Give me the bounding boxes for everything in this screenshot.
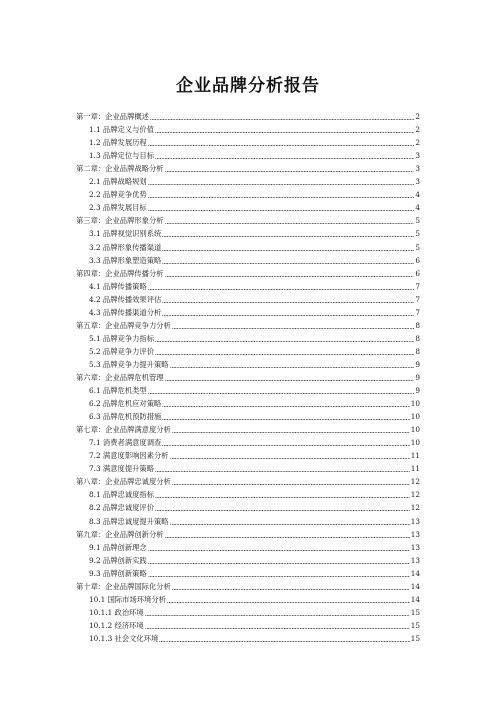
toc-entry-label: 10.1.2 经济环境 [89,620,144,630]
toc-dot-leader [170,458,410,459]
toc-page-number: 4 [415,203,420,213]
toc-dot-leader [172,589,410,590]
toc-entry-label: 第四章：企业品牌传播分析 [76,268,164,278]
toc-page-number: 9 [415,372,420,382]
toc-dot-leader [155,158,414,159]
toc-page-number: 5 [415,216,420,226]
toc-page-number: 12 [410,477,420,487]
toc-page-number: 13 [410,529,420,539]
toc-entry-label: 1.1 品牌定义与价值 [89,125,155,135]
toc-page-number: 2 [415,125,420,135]
toc-page-number: 5 [415,229,420,239]
toc-entry-label: 6.3 品牌危机预防措施 [89,412,162,422]
toc-entry[interactable] [76,486,420,499]
toc-dot-leader [172,328,414,329]
toc-entry[interactable] [76,343,420,356]
toc-dot-leader [167,602,410,603]
toc-entry-label: 3.1 品牌视觉识别系统 [89,229,162,239]
toc-entry[interactable] [76,434,420,447]
toc-entry-label: 8.2 品牌忠诚度评价 [89,503,155,513]
toc-entry[interactable] [76,108,420,121]
toc-entry[interactable] [76,252,420,265]
toc-page-number: 9 [415,386,420,396]
toc-dot-leader [155,341,414,342]
toc-entry[interactable] [76,278,420,291]
toc-entry-label: 2.1 品牌战略规划 [89,177,147,187]
toc-page-number: 8 [415,320,420,330]
toc-entry-label: 3.3 品牌形象塑造策略 [89,255,162,265]
toc-dot-leader [155,471,410,472]
toc-page-number: 7 [415,307,420,317]
toc-dot-leader [170,524,410,525]
toc-entry[interactable] [76,238,420,251]
toc-entry[interactable] [76,526,420,539]
toc-dot-leader [155,510,410,511]
toc-entry-label: 4.3 品牌传播渠道分析 [89,307,162,317]
toc-entry-label: 10.1 国际市场环境分析 [89,594,166,604]
toc-entry-label: 8.3 品牌忠诚度提升策略 [89,516,169,526]
toc-entry[interactable] [76,604,420,617]
toc-entry-label: 第五章：企业品牌竞争力分析 [76,320,171,330]
toc-dot-leader [162,302,414,303]
toc-entry[interactable] [76,199,420,212]
toc-entry-label: 2.3 品牌发展目标 [89,203,147,213]
toc-page-number: 6 [415,255,420,265]
toc-page-number: 12 [410,490,420,500]
toc-entry[interactable] [76,382,420,395]
toc-entry-label: 第二章：企业品牌战略分析 [76,164,164,174]
toc-dot-leader [162,315,414,316]
toc-page-number: 15 [410,620,420,630]
toc-entry[interactable] [76,173,420,186]
toc-entry[interactable] [76,225,420,238]
toc-page-number: 12 [410,503,420,513]
toc-page-number: 10 [410,412,420,422]
toc-entry[interactable] [76,591,420,604]
toc-entry-label: 10.1.1 政治环境 [89,607,144,617]
toc-page-number: 15 [410,607,420,617]
toc-page-number: 5 [415,242,420,252]
toc-entry-label: 7.2 满意度影响因素分析 [89,451,169,461]
toc-entry-label: 第七章：企业品牌满意度分析 [76,425,171,435]
toc-entry[interactable] [76,212,420,225]
toc-page-number: 4 [415,190,420,200]
toc-entry-label: 9.3 品牌创新策略 [89,568,147,578]
toc-entry-label: 第八章：企业品牌忠诚度分析 [76,477,171,487]
toc-entry[interactable] [76,578,420,591]
toc-dot-leader [162,445,409,446]
toc-entry-label: 1.2 品牌发展历程 [89,138,147,148]
toc-entry[interactable] [76,147,420,160]
toc-entry[interactable] [76,265,420,278]
toc-page-number: 10 [410,399,420,409]
toc-dot-leader [172,484,410,485]
toc-entry[interactable] [76,460,420,473]
toc-dot-leader [148,550,410,551]
toc-entry[interactable] [76,291,420,304]
toc-page-number: 9 [415,359,420,369]
toc-entry[interactable] [76,421,420,434]
toc-entry-label: 第一章：企业品牌概述 [76,112,149,122]
toc-entry[interactable] [76,512,420,525]
toc-dot-leader [165,171,415,172]
toc-dot-leader [148,197,415,198]
toc-dot-leader [165,380,415,381]
toc-entry-label: 6.1 品牌危机类型 [89,386,147,396]
toc-dot-leader [162,263,414,264]
toc-entry[interactable] [76,134,420,147]
toc-entry-label: 8.1 品牌忠诚度指标 [89,490,155,500]
toc-entry[interactable] [76,356,420,369]
toc-entry-label: 7.1 消费者满意度调查 [89,438,162,448]
toc-entry[interactable] [76,408,420,421]
toc-entry-label: 4.2 品牌传播效果评估 [89,294,162,304]
toc-dot-leader [148,289,415,290]
toc-entry[interactable] [76,304,420,317]
toc-dot-leader [150,119,414,120]
toc-page-number: 14 [410,594,420,604]
toc-page-number: 3 [415,164,420,174]
toc-page-number: 13 [410,542,420,552]
toc-page-number: 11 [410,464,420,474]
toc-dot-leader [170,367,415,368]
toc-dot-leader [145,615,410,616]
toc-dot-leader [145,628,410,629]
toc-dot-leader [165,276,415,277]
toc-page-number: 2 [415,112,420,122]
toc-entry[interactable] [76,630,420,643]
toc-entry-label: 3.2 品牌形象传播渠道 [89,242,162,252]
toc-dot-leader [148,563,410,564]
toc-dot-leader [165,537,410,538]
toc-entry[interactable] [76,160,420,173]
toc-entry-label: 第十章：企业品牌国际化分析 [76,581,171,591]
document-title: 企业品牌分析报告 [176,76,320,96]
toc-entry[interactable] [76,552,420,565]
toc-page-number: 13 [410,516,420,526]
toc-entry-label: 9.1 品牌创新理念 [89,542,147,552]
toc-entry-label: 第六章：企业品牌危机管理 [76,372,164,382]
toc-page-number: 13 [410,555,420,565]
toc-dot-leader [148,576,410,577]
toc-page-number: 15 [410,633,420,643]
toc-entry-label: 10.1.3 社会文化环境 [89,633,159,643]
toc-dot-leader [162,236,414,237]
toc-entry[interactable] [76,369,420,382]
toc-entry[interactable] [76,565,420,578]
toc-entry[interactable] [76,539,420,552]
toc-page-number: 10 [410,425,420,435]
toc-dot-leader [155,132,414,133]
toc-entry-label: 2.2 品牌竞争优势 [89,190,147,200]
toc-page-number: 8 [415,346,420,356]
toc-entry[interactable] [76,617,420,630]
toc-entry[interactable] [76,447,420,460]
toc-dot-leader [162,419,409,420]
toc-dot-leader [155,497,410,498]
toc-entry[interactable] [76,395,420,408]
toc-page-number: 7 [415,281,420,291]
toc-page-number: 8 [415,333,420,343]
toc-entry-label: 第九章：企业品牌创新分析 [76,529,164,539]
toc-entry[interactable] [76,121,420,134]
toc-page-number: 7 [415,294,420,304]
toc-entry-label: 7.3 满意度提升策略 [89,464,155,474]
toc-dot-leader [162,406,409,407]
toc-entry[interactable] [76,186,420,199]
toc-page-number: 6 [415,268,420,278]
toc-entry-label: 4.1 品牌传播策略 [89,281,147,291]
toc-dot-leader [148,184,415,185]
toc-dot-leader [172,432,410,433]
toc-entry-label: 1.3 品牌定位与目标 [89,151,155,161]
toc-entry[interactable] [76,330,420,343]
toc-entry-label: 5.3 品牌竞争力提升策略 [89,359,169,369]
table-of-contents [76,108,420,643]
toc-dot-leader [162,250,414,251]
toc-entry-label: 5.2 品牌竞争力评价 [89,346,155,356]
toc-entry-label: 第三章：企业品牌形象分析 [76,216,164,226]
toc-page-number: 14 [410,581,420,591]
toc-entry[interactable] [76,473,420,486]
toc-entry-label: 5.1 品牌竞争力指标 [89,333,155,343]
toc-page-number: 2 [415,138,420,148]
toc-entry-label: 6.2 品牌危机应对策略 [89,399,162,409]
toc-page-number: 10 [410,438,420,448]
toc-dot-leader [148,210,415,211]
toc-dot-leader [159,641,409,642]
toc-page-number: 3 [415,177,420,187]
toc-entry-label: 9.2 品牌创新实践 [89,555,147,565]
toc-page-number: 11 [410,451,420,461]
toc-page-number: 14 [410,568,420,578]
toc-entry[interactable] [76,317,420,330]
toc-dot-leader [148,393,415,394]
toc-dot-leader [165,223,415,224]
toc-dot-leader [155,354,414,355]
toc-page-number: 3 [415,151,420,161]
toc-dot-leader [148,145,415,146]
toc-entry[interactable] [76,499,420,512]
